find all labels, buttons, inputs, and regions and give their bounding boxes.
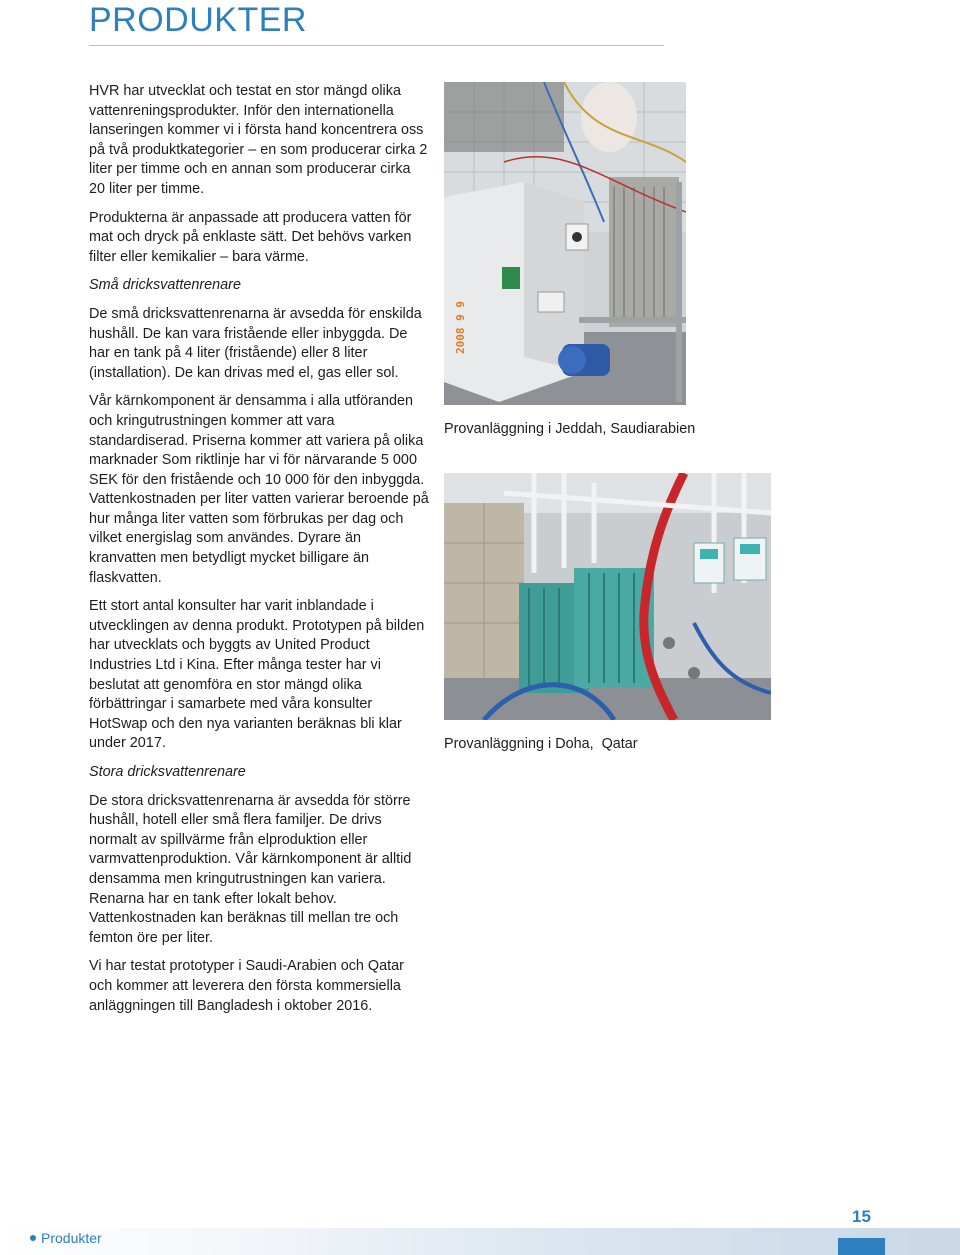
paragraph-core-component: Vår kärnkomponent är densamma i alla utföranden och kringutrustningen kommer att vara standardiserad. Priserna kommer att variera på olika marknader Som riktlinje har vi för närvarande 5 000 SEK för den fristående och 10 000 för den inbyggda. Vattenkostnaden per liter vatten varierar beroende på hur många liter vatten som förbrukas per dag och vilket energislag som användes. Dyrare än kranvatten men betydligt mycket billigare än flaskvatten. bbox=[89, 393, 429, 586]
title-divider bbox=[89, 45, 664, 46]
photo-doha bbox=[444, 473, 771, 720]
paragraph-small-purifiers: De små dricksvattenrenarna är avsedda för enskilda hushåll. De kan vara fristående eller inbyggda. De har en tank på 4 liter (fristående) eller 8 liter (installation). De kan drivas med el, gas eller sol. bbox=[89, 305, 422, 381]
caption-doha: Provanläggning i Doha, Qatar bbox=[444, 736, 638, 752]
article-body bbox=[89, 82, 429, 1025]
caption-jeddah: Provanläggning i Jeddah, Saudiarabien bbox=[444, 421, 696, 437]
paragraph-prototypes: Vi har testat prototyper i Saudi-Arabien och Qatar och kommer att leverera den första kommersiella anläggningen till Bangladesh i oktober 2016. bbox=[89, 958, 404, 1014]
photo-date-stamp: 2008 9 9 bbox=[454, 301, 467, 354]
page-tab bbox=[838, 1238, 885, 1255]
bullet-icon bbox=[30, 1235, 36, 1241]
paragraph-consultants: Ett stort antal konsulter har varit inblandade i utvecklingen av denna produkt. Prototypen på bilden har utvecklats och byggts av United Product Industries Ltd i Kina. Efter många tester har vi beslutat att genomföra en stor mängd olika förbättringar i samarbete med våra konsulter HotSwap och den nya varianten beräknas bli klar under 2017. bbox=[89, 598, 425, 752]
photo-jeddah bbox=[444, 82, 686, 405]
subheading-large-purifiers: Stora dricksvattenrenare bbox=[89, 764, 246, 780]
footer-section-label bbox=[30, 1229, 102, 1247]
intro-paragraph: HVR har utvecklat och testat en stor mängd olika vattenreningsprodukter. Inför den internationella lanseringen kommer vi i första hand koncentrera oss på två produktkategorier – en som producerar cirka 2 liter per timme och en annan som producerar cirka 20 liter per timme. bbox=[89, 83, 428, 197]
subheading-small-purifiers: Små dricksvattenrenare bbox=[89, 277, 241, 294]
paragraph-heat-only: Produkterna är anpassade att producera vatten för mat och dryck på enklaste sätt. Det behövs varken filter eller kemikalier – bara värme. bbox=[89, 209, 412, 265]
footer-bar bbox=[0, 1228, 960, 1255]
paragraph-large-purifiers: De stora dricksvattenrenarna är avsedda för större hushåll, hotell eller små flera familjer. De drivs normalt av spillvärme från elproduktion eller varmvattenproduktion. Vår kärnkomponent är alltid densamma men kringutrustningen kan variera. Renarna har en tank efter lokalt behov. Vattenkostnaden kan beräknas till mellan tre och femton öre per liter. bbox=[89, 792, 412, 946]
page-number: 15 bbox=[852, 1207, 871, 1226]
footer-label-text: Produkter bbox=[41, 1230, 102, 1246]
page-title: PRODUKTER bbox=[89, 1, 307, 39]
